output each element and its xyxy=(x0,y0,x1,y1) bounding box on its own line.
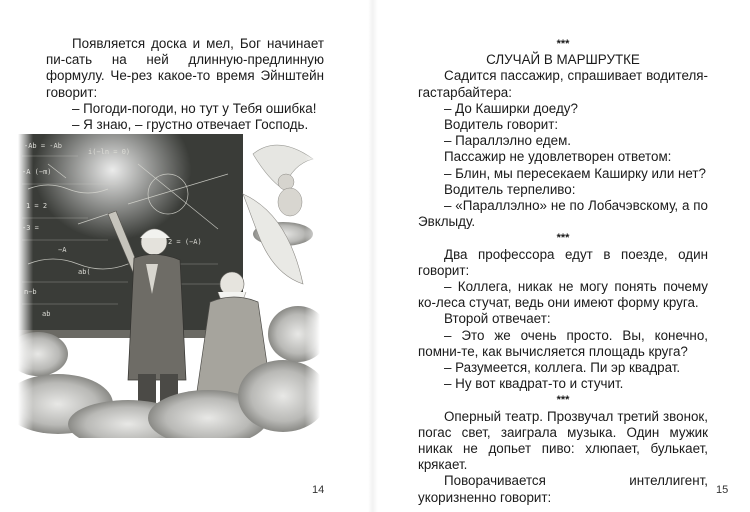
left-page xyxy=(0,0,372,512)
paragraph: – Это же очень просто. Вы, конечно, помни-те, как вычисляется площадь круга? xyxy=(418,327,708,359)
right-page-text xyxy=(418,36,708,506)
book-gutter xyxy=(368,0,378,512)
paragraph: Пассажир не удовлетворен ответом: xyxy=(444,149,672,165)
paragraph: Водитель терпеливо: xyxy=(444,181,576,197)
paragraph: – Ну вот квадрат-то и стучит. xyxy=(444,376,624,392)
page-number-right: 15 xyxy=(716,484,729,496)
right-page xyxy=(372,0,750,512)
paragraph: Два профессора едут в поезде, один говорит: xyxy=(418,246,708,278)
story-heading: СЛУЧАЙ В МАРШРУТКЕ xyxy=(486,52,640,68)
paragraph: – Разумеется, коллега. Пи эр квадрат. xyxy=(444,360,681,376)
paragraph: Второй отвечает: xyxy=(444,311,551,327)
paragraph: Садится пассажир, спрашивает водителя-гастарбайтера: xyxy=(418,68,708,100)
paragraph: – Погоди-погоди, но тут у Тебя ошибка! xyxy=(72,100,317,116)
left-page-text xyxy=(46,36,324,133)
paragraph: – Я знаю, – грустно отвечает Господь. xyxy=(72,117,309,133)
einstein-god-illustration xyxy=(18,134,320,438)
paragraph: Появляется доска и мел, Бог начинает пи-сать на ней длинную-предлинную формулу. Че-рез какое-то время Эйнштейн говорит: xyxy=(46,36,324,100)
separator: *** xyxy=(556,38,570,50)
separator: *** xyxy=(556,232,570,245)
paragraph: Оперный театр. Прозвучал третий звонок, погас свет, заиграла музыка. Один мужик никак не допьет пиво: хлюпает, булькает, крякает. xyxy=(418,408,708,473)
paragraph: – «Параллэлно» не по Лобачэвскому, а по Эвклыду. xyxy=(418,198,708,230)
paragraph: – Блин, мы пересекаем Каширку или нет? xyxy=(444,165,707,181)
page-number-left: 14 xyxy=(312,484,325,496)
paragraph: Водитель говорит: xyxy=(444,117,559,133)
separator: *** xyxy=(556,394,570,407)
paragraph: – До Каширки доеду? xyxy=(444,100,578,116)
paragraph: Поворачивается интеллигент, укоризненно говорит: xyxy=(418,473,708,505)
paragraph: – Коллега, никак не могу понять почему ко-леса стучат, ведь они имеют форму круга. xyxy=(418,279,708,311)
paragraph: – Параллэлно едем. xyxy=(444,133,572,149)
